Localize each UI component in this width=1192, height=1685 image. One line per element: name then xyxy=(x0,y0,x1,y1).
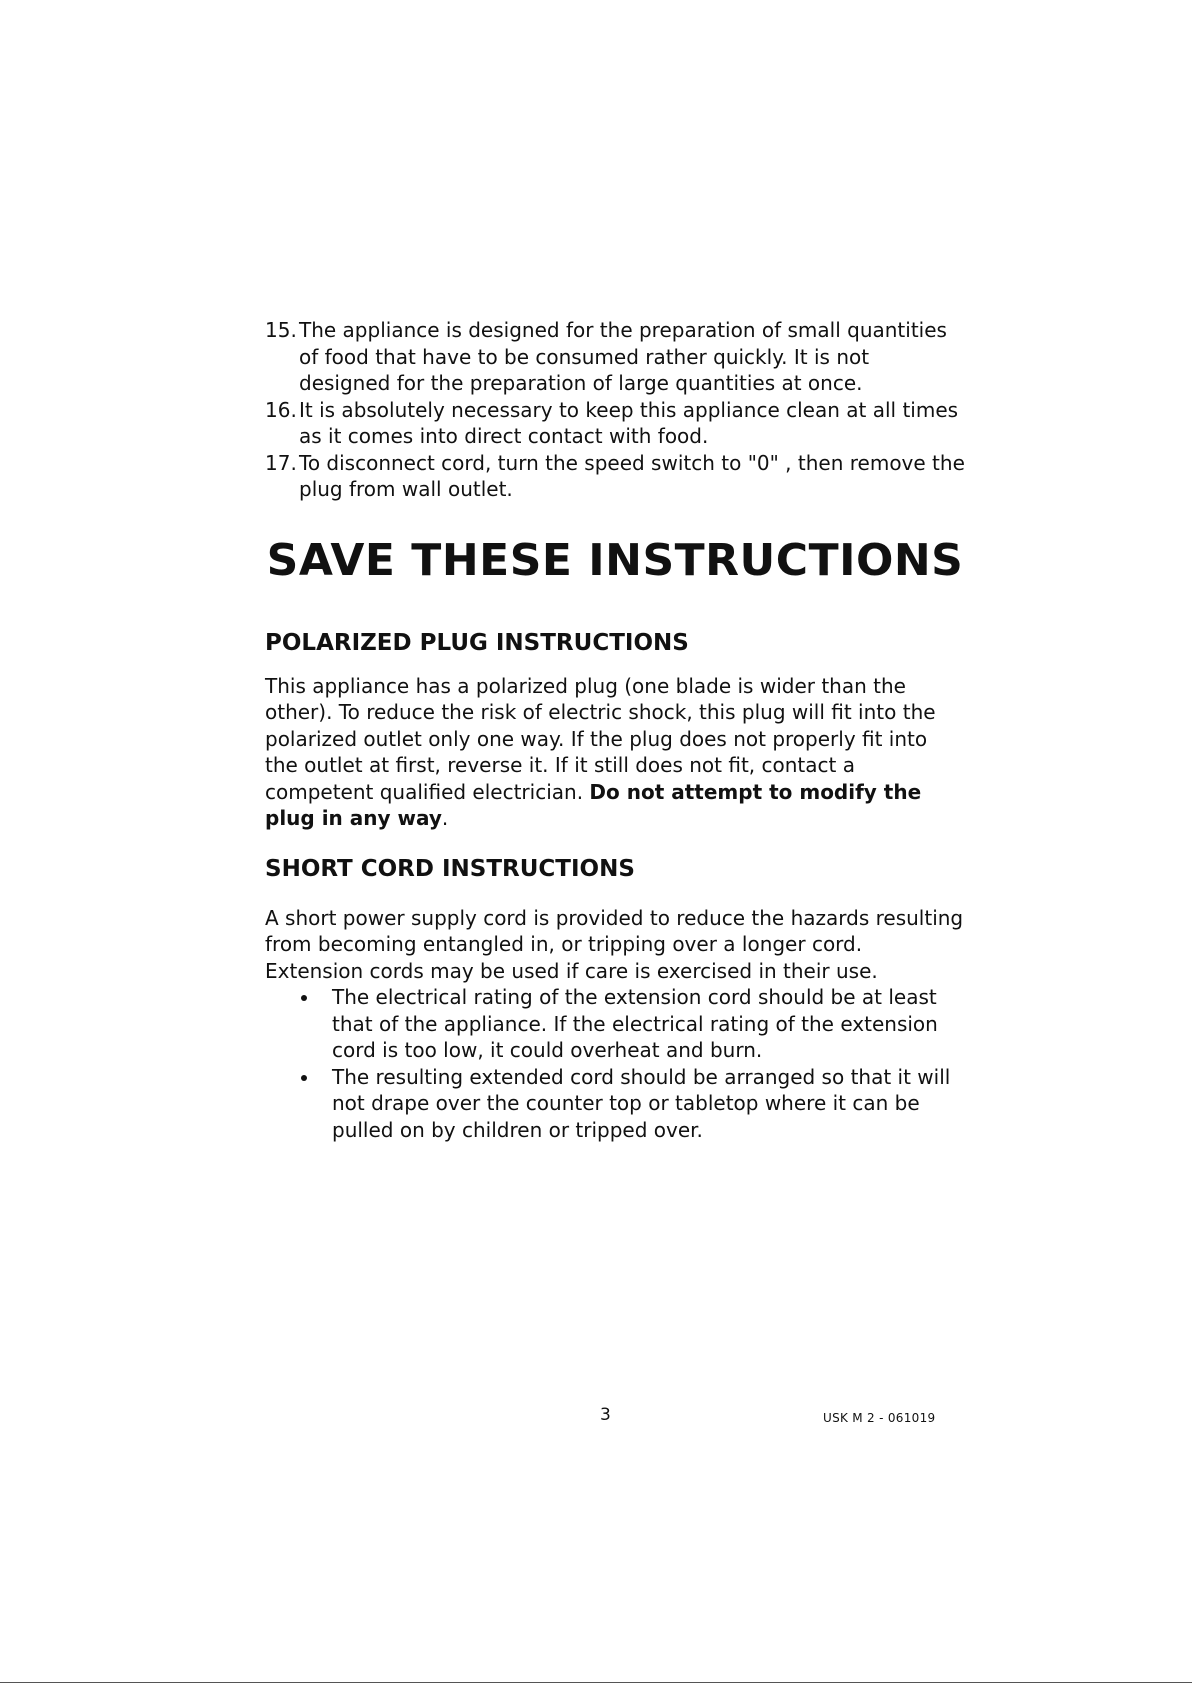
page-content xyxy=(265,317,965,1143)
item-number: 17. xyxy=(265,450,297,475)
numbered-item xyxy=(265,397,965,450)
bullet-item xyxy=(265,1064,965,1144)
short-cord-heading: SHORT CORD INSTRUCTIONS xyxy=(265,855,635,882)
save-instructions-title: SAVE THESE INSTRUCTIONS xyxy=(266,534,964,586)
numbered-instructions-list xyxy=(265,317,965,503)
item-number: 15. xyxy=(265,318,297,342)
bullet-text: The electrical rating of the extension cord should be at least that of the appliance. If the electrical rating of the extension cord is too low, it could overheat and burn. xyxy=(332,985,938,1062)
bullet-dot-icon xyxy=(301,995,307,1001)
item-number: 16. xyxy=(265,397,297,422)
short-cord-bullet-list xyxy=(265,984,965,1143)
numbered-item xyxy=(265,450,965,503)
polarized-plug-warning: Do not attempt to modify the plug in any way xyxy=(265,779,922,830)
document-code: USK M 2 - 061019 xyxy=(823,1411,936,1425)
polarized-plug-text: This appliance has a polarized plug (one blade is wider than the other). To reduce the risk of electric shock, this plug will fit into the polarized outlet only one way. If the plug does not properly fit into the outlet at first, reverse it. If it still does not fit, contact a competent qualified electrician. xyxy=(265,673,936,804)
page-number: 3 xyxy=(600,1405,611,1425)
item-text: It is absolutely necessary to keep this appliance clean at all times as it comes into direct contact with food. xyxy=(299,397,959,448)
numbered-item xyxy=(265,317,965,397)
bullet-dot-icon xyxy=(301,1075,307,1081)
polarized-plug-end: . xyxy=(441,806,449,830)
bullet-text: The resulting extended cord should be arranged so that it will not drape over the counter top or tabletop where it can be pulled on by children or tripped over. xyxy=(332,1064,951,1142)
item-text: To disconnect cord, turn the speed switch to "0" , then remove the plug from wall outlet. xyxy=(299,450,965,501)
polarized-plug-paragraph xyxy=(265,673,965,832)
page-bottom-divider xyxy=(0,1682,1192,1683)
short-cord-paragraph: A short power supply cord is provided to reduce the hazards resulting from becoming entangled in, or tripping over a longer cord. Extension cords may be used if care is exercised in their use. xyxy=(265,905,964,983)
bullet-item xyxy=(265,984,965,1064)
item-text: The appliance is designed for the preparation of small quantities of food that have to be consumed rather quickly. It is not designed for the preparation of large quantities at once. xyxy=(299,318,947,395)
polarized-plug-heading: POLARIZED PLUG INSTRUCTIONS xyxy=(265,629,689,656)
